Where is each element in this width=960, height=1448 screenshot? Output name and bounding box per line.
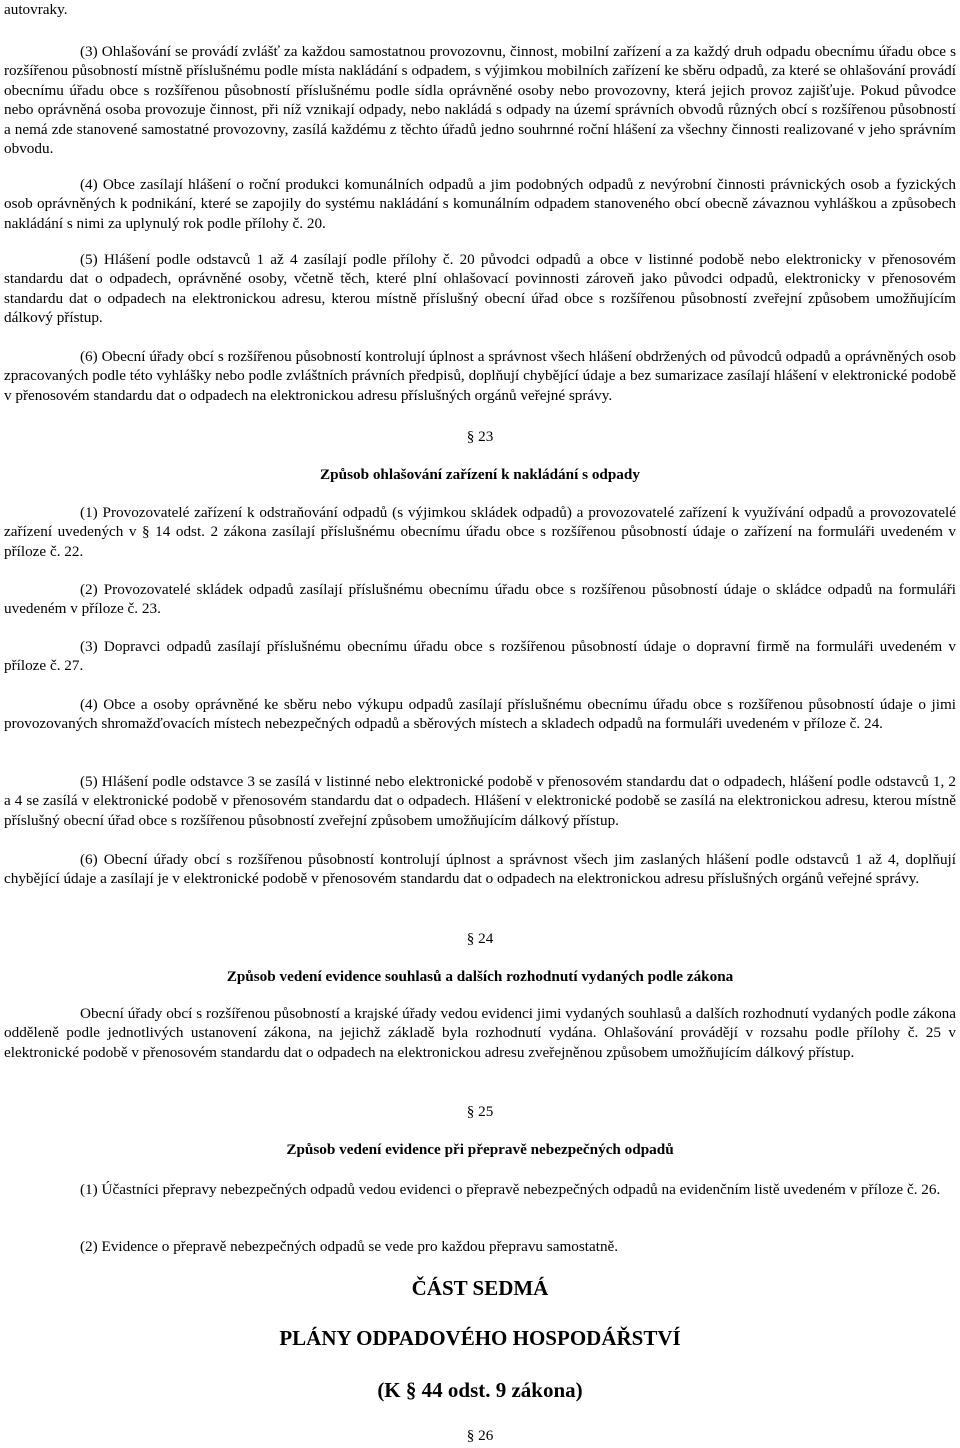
section-title: Způsob vedení evidence při přepravě nebezpečných odpadů [286, 1141, 674, 1158]
top-fragment [4, 0, 956, 19]
paragraph-fragment: autovraky. [4, 1, 68, 18]
paragraph: (3) Ohlašování se provádí zvlášť za každou samostatnou provozovnu, činnost, mobilní zařízení a za každý druh odpadu obecnímu úřadu obce s rozšířenou působností místně příslušnému podle místa nakládání s odpadem, s výjimkou mobilních zařízení ke sběru odpadů, za které se ohlašování provádí obecnímu úřadu obce s rozšířenou působností příslušnému podle sídla oprávněné osoby nebo provozovny, která jejich provoz zajišťuje. Pokud původce nebo oprávněná osoba provozuje činnost, při níž vznikají odpady, nebo nakládá s odpady na území správních obvodů různých obcí s rozšířenou působností a nemá zde stanovené samostatné provozovny, zasílá každému z těchto úřadů jedno souhrnné roční hlášení za všechny činnosti realizované v jeho správním obvodu. [4, 43, 956, 158]
paragraph: (6) Obecní úřady obcí s rozšířenou působností kontrolují úplnost a správnost všech hlášení obdržených od původců odpadů a oprávněných osob zpracovaných podle této vyhlášky nebo podle zvláštních právních předpisů, doplňují chybějící údaje a bez sumarizace zasílají hlášení v elektronické podobě v přenosovém standardu dat o odpadech na elektronickou adresu příslušných orgánů veřejné správy. [4, 348, 956, 404]
paragraph: (1) Účastníci přepravy nebezpečných odpadů vedou evidenci o přepravě nebezpečných odpadů na evidenčním listě uvedeném v příloze č. 26. [80, 1181, 941, 1198]
section-number: § 25 [466, 1103, 494, 1120]
section-22-paragraph-5 [4, 250, 956, 328]
section-23-paragraph-3 [4, 637, 956, 676]
part-title-text: PLÁNY ODPADOVÉHO HOSPODÁŘSTVÍ [279, 1326, 681, 1350]
section-22-paragraph-4 [4, 175, 956, 233]
paragraph: Obecní úřady obcí s rozšířenou působností a krajské úřady vedou evidenci jimi vydaných souhlasů a dalších rozhodnutí vydaných podle zákona odděleně podle jednotlivých ustanovení zákona, na jejichž základě byla rozhodnutí vydána. Ohlašování provádějí v rozsahu podle přílohy č. 25 v elektronické podobě v přenosovém standardu dat o odpadech na elektronickou adresu zveřejněnou způsobem umožňujícím dálkový přístup. [4, 1005, 956, 1061]
section-23-paragraph-4 [4, 695, 956, 734]
section-number: § 23 [466, 428, 494, 445]
paragraph: (1) Provozovatelé zařízení k odstraňování odpadů (s výjimkou skládek odpadů) a provozovatelé zařízení k využívání odpadů a provozovatelé zařízení uvedených v § 14 odst. 2 zákona zasílají příslušnému obecnímu úřadu obce s rozšířenou působností údaje o zařízení na formuláři uvedeném v příloze č. 22. [4, 504, 956, 560]
section-number: § 24 [466, 930, 494, 947]
part-label-text: ČÁST SEDMÁ [411, 1276, 549, 1300]
section-23-paragraph-2 [4, 580, 956, 619]
section-22-paragraph-6 [4, 347, 956, 405]
section-23-number [4, 427, 956, 446]
part-reference-text: (K § 44 odst. 9 zákona) [377, 1378, 583, 1402]
paragraph: (4) Obce zasílají hlášení o roční produkci komunálních odpadů a jim podobných odpadů z nevýrobní činnosti právnických osob a fyzických osob oprávněných k podnikání, které se zapojily do systému nakládání s komunálním odpadem stanoveného obcí obecně závaznou vyhláškou a způsobech nakládání s nimi za uplynulý rok podle přílohy č. 20. [4, 176, 956, 232]
part-label [4, 1275, 956, 1301]
section-23-paragraph-6 [4, 850, 956, 889]
section-23-paragraph-5 [4, 772, 956, 830]
section-title: Způsob vedení evidence souhlasů a dalších rozhodnutí vydaných podle zákona [226, 968, 734, 985]
paragraph: (6) Obecní úřady obcí s rozšířenou působností kontrolují úplnost a správnost všech jim zaslaných hlášení podle odstavců 1 až 4, doplňují chybějící údaje a zasílají je v elektronické podobě v přenosovém standardu dat o odpadech na elektronickou adresu příslušných orgánů veřejné správy. [4, 851, 956, 888]
part-title [4, 1325, 956, 1351]
paragraph: (5) Hlášení podle odstavce 3 se zasílá v listinné nebo elektronické podobě v přenosovém standardu dat o odpadech, hlášení podle odstavců 1, 2 a 4 se zasílá v elektronické podobě v přenosovém standardu dat o odpadech. Hlášení v elektronické podobě se zasílá na elektronickou adresu, kterou místně příslušný obecní úřad obce s rozšířenou působností zveřejní způsobem umožňujícím dálkový přístup. [4, 773, 956, 829]
paragraph: (3) Dopravci odpadů zasílají příslušnému obecnímu úřadu obce s rozšířenou působností údaje o dopravní firmě na formuláři uvedeném v příloze č. 27. [4, 638, 956, 675]
paragraph: (2) Provozovatelé skládek odpadů zasílají příslušnému obecnímu úřadu obce s rozšířenou působností údaje o skládce odpadů na formuláři uvedeném v příloze č. 23. [4, 581, 956, 618]
section-number: § 26 [466, 1427, 494, 1444]
section-24-number [4, 929, 956, 948]
section-25-title [4, 1140, 956, 1159]
section-22-paragraph-3 [4, 42, 956, 158]
section-24-paragraph [4, 1004, 956, 1062]
paragraph: (2) Evidence o přepravě nebezpečných odpadů se vede pro každou přepravu samostatně. [80, 1238, 619, 1255]
section-title: Způsob ohlašování zařízení k nakládání s odpady [320, 466, 640, 483]
section-23-title [4, 465, 956, 484]
part-reference [4, 1377, 956, 1403]
paragraph: (4) Obce a osoby oprávněné ke sběru nebo výkupu odpadů zasílají příslušnému obecnímu úřadu obce s rozšířenou působností údaje o jimi provozovaných shromažďovacích místech nebezpečných odpadů a sběrových místech a skladech odpadů na formuláři uvedeném v příloze č. 24. [4, 696, 956, 733]
section-25-paragraph-2 [4, 1237, 956, 1256]
section-25-number [4, 1102, 956, 1121]
section-23-paragraph-1 [4, 503, 956, 561]
paragraph: (5) Hlášení podle odstavců 1 až 4 zasílají podle přílohy č. 20 původci odpadů a obce v listinné podobě nebo elektronicky v přenosovém standardu dat o odpadech, oprávněné osoby, včetně těch, které plní ohlašovací povinnosti zároveň jako původci odpadů, elektronicky v přenosovém standardu dat o odpadech na elektronickou adresu, kterou místně příslušný obecní úřad obce s rozšířenou působností zveřejní způsobem umožňujícím dálkový přístup. [4, 251, 956, 327]
section-25-paragraph-1 [4, 1180, 956, 1199]
section-26-number [4, 1426, 956, 1445]
section-24-title [4, 967, 956, 986]
